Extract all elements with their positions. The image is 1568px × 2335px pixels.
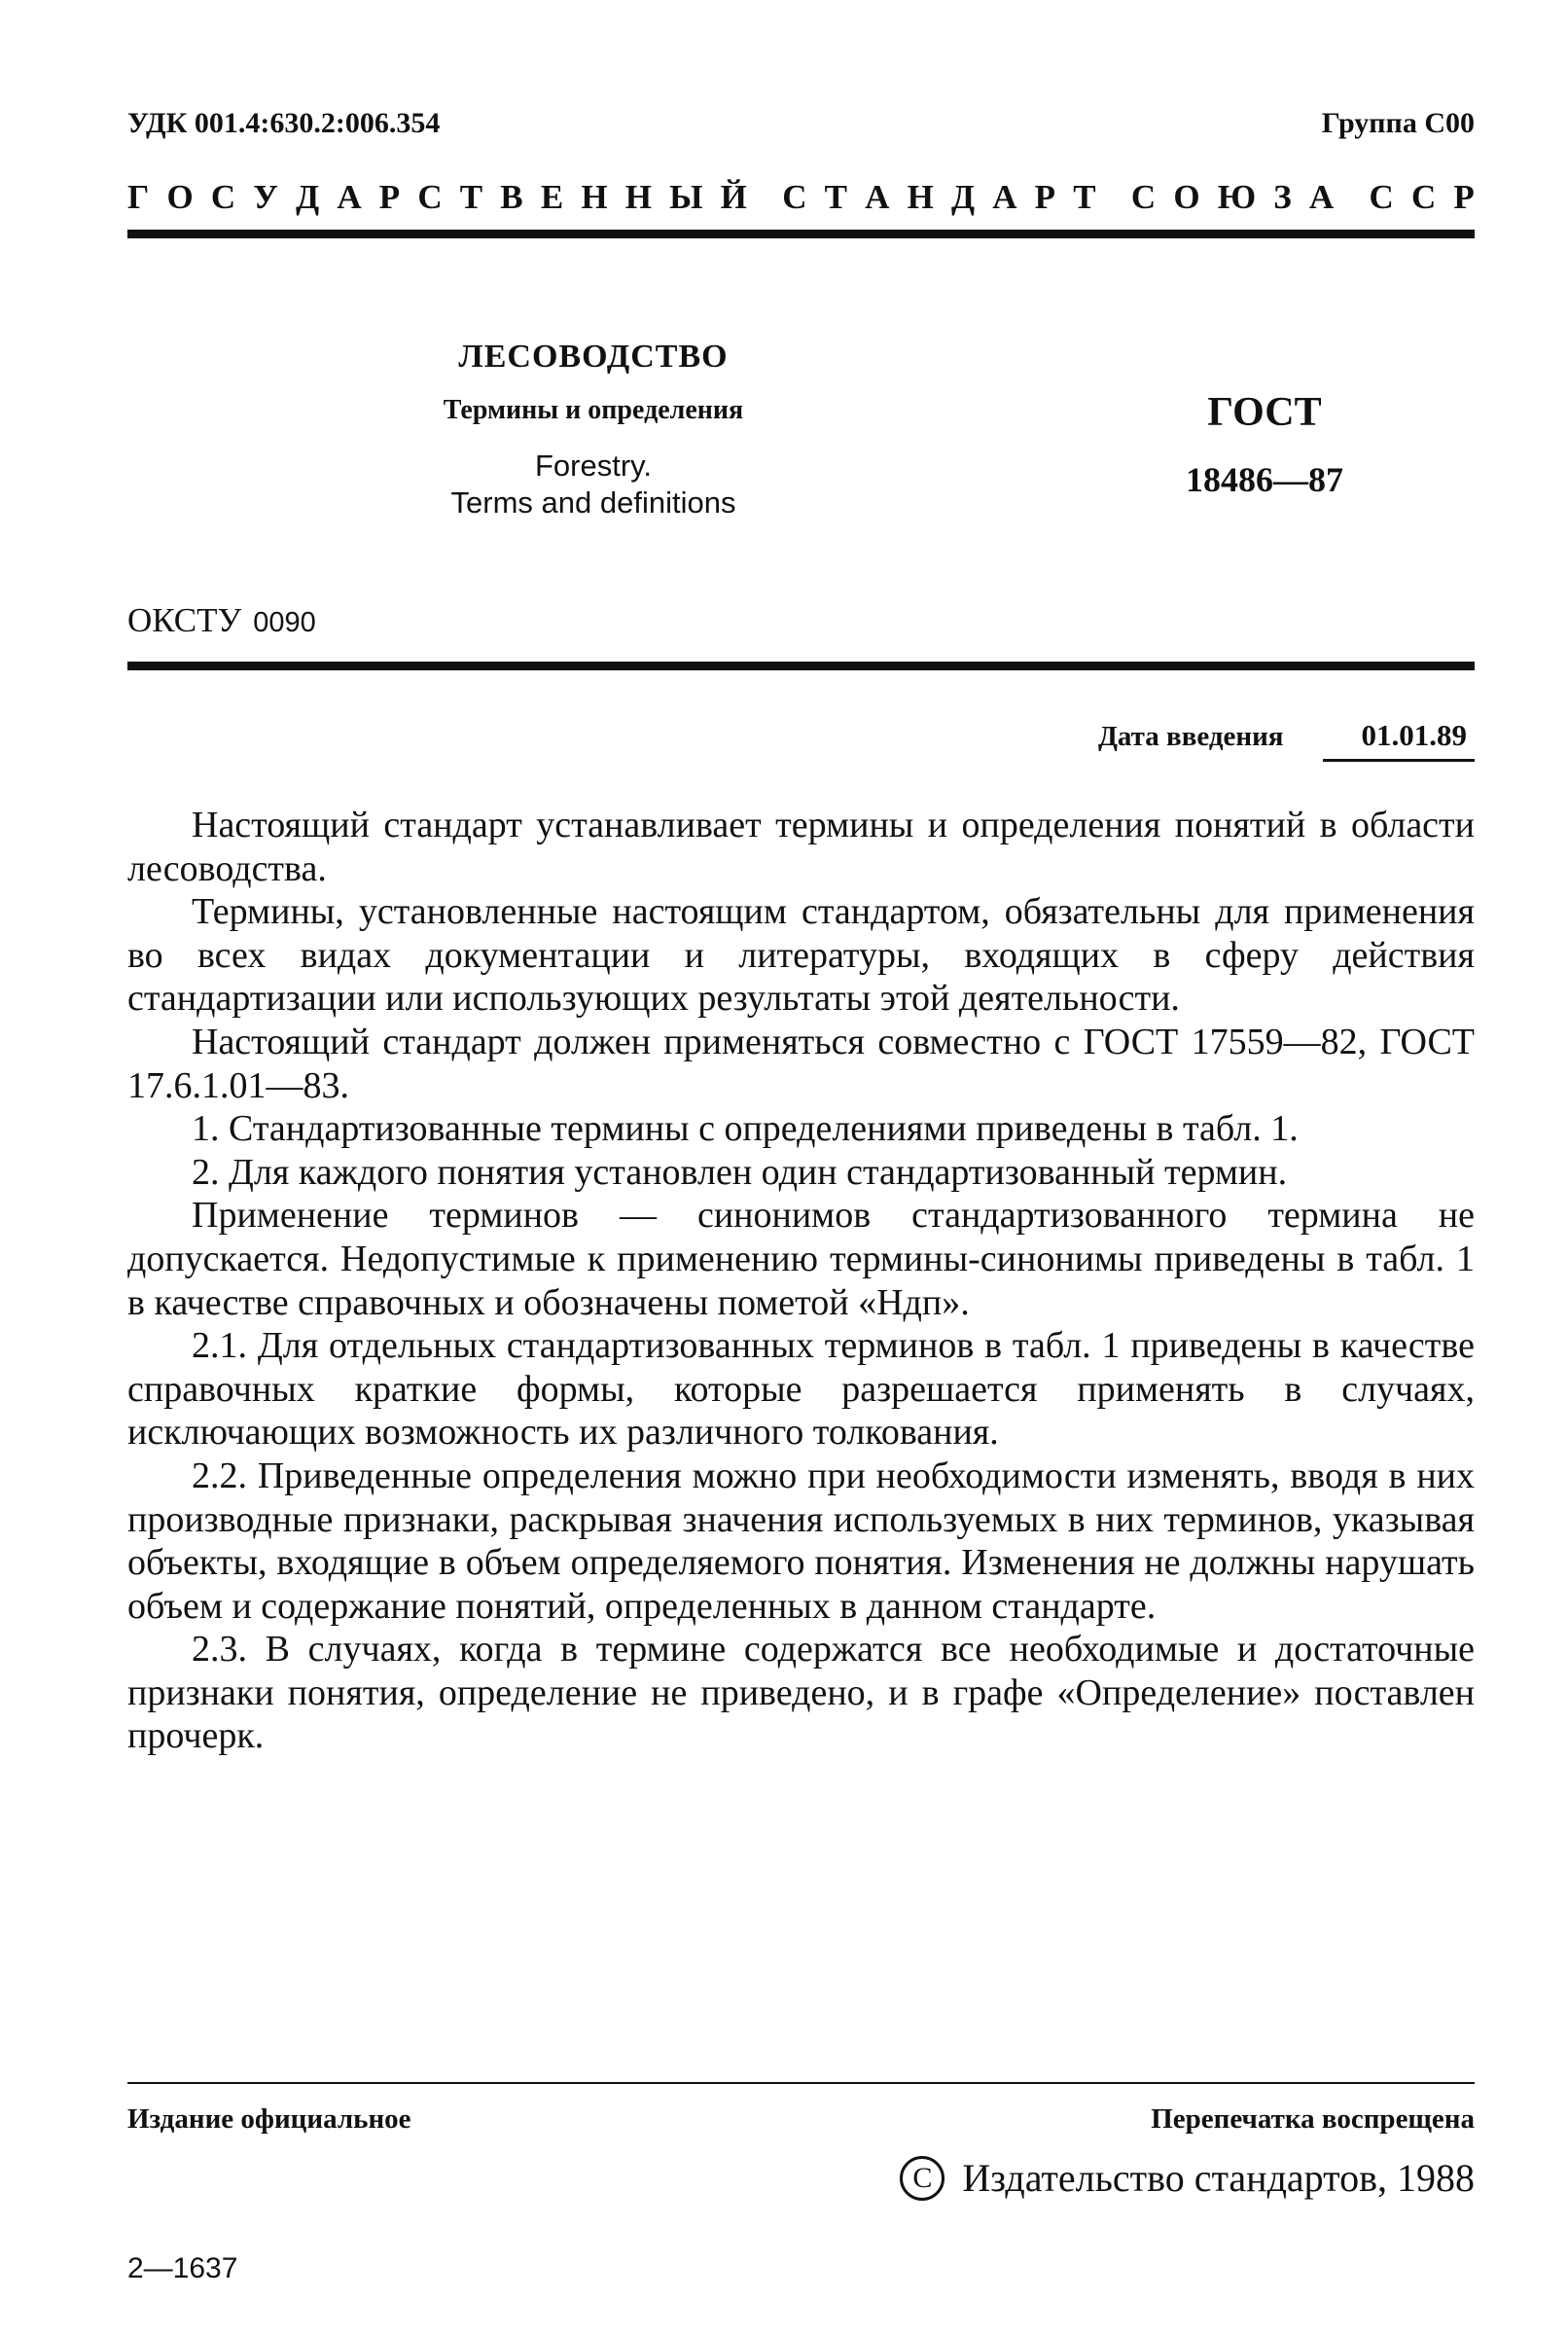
introduction-date [1098,718,1475,762]
oksty-label: ОКСТУ [127,601,242,639]
heading-letter: О [1173,178,1200,216]
state-standard-heading [127,178,1475,217]
heading-letter: А [865,178,890,216]
heading-letter: Д [296,178,320,216]
heading-letter: Н [581,178,608,216]
english-title [370,448,817,521]
print-code: 2—1637 [127,2252,238,2284]
body-text [127,804,1475,1758]
document-subtitle: Термины и определения [443,395,744,425]
gost-number: 18486—87 [1186,460,1343,499]
udk-code: УДК 001.4:630.2:006.354 [127,107,441,139]
date-value: 01.01.89 [1323,718,1476,762]
heading-letter: С [210,178,236,216]
heading-letter: Т [459,178,483,216]
heading-letter: Н [907,178,934,216]
heading-letter: Е [540,178,564,216]
heading-letter: С [1369,178,1394,216]
paragraph: 1. Стандартизованные термины с определениями приведены в табл. 1. [192,1108,1299,1150]
heading-letter: Й [720,178,747,216]
date-label: Дата введения [1097,721,1284,752]
header-divider [127,230,1475,238]
title-block [370,339,817,521]
heading-letter: Р [1453,178,1475,216]
heading-letter: А [1308,178,1335,216]
heading-letter: Р [378,178,401,216]
english-title-line: Terms and definitions [450,485,736,520]
paragraph: Применение терминов — синонимов стандартизованного термина не допускается. Недопустимые к применению термины-синонимы приведены в табл. 1 в качестве справочных и обозначены пометой «Ндп». [127,1195,1475,1323]
heading-letter: Т [824,178,847,216]
english-title-line: Forestry. [535,449,652,483]
heading-letter: Н [624,178,652,216]
reprint-prohibited-label: Перепечатка воспрещена [1151,2103,1475,2135]
footer-divider [127,2082,1475,2084]
heading-letter: С [1130,178,1157,216]
heading-letter: А [337,178,362,216]
paragraph: Термины, установленные настоящим стандартом, обязательны для применения во всех видах документации и литературы, входящих в сферу действия стандартизации или использующих результаты этой деятельности. [127,891,1475,1020]
heading-letter: З [1273,178,1292,216]
heading-letter: В [500,178,523,216]
heading-letter: С [417,178,443,216]
heading-letter: Г [127,178,150,216]
heading-letter: У [253,178,278,216]
gost-block [1109,389,1420,500]
paragraph: 2.2. Приведенные определения можно при необходимости изменять, вводя в них производные признаки, раскрывая значения используемых в них терминов, указывая объекты, входящие в объем определяемого понятия. Изменения не должны нарушать объем и содержание понятий, определенных в данном стандарте. [127,1455,1475,1627]
heading-letter: Р [1034,178,1056,216]
heading-letter: С [782,178,807,216]
paragraph: 2.3. В случаях, когда в термине содержатся все необходимые и достаточные признаки понятия, определение не приведено, и в графе «Определение» поставлен прочерк. [127,1629,1475,1757]
heading-letter: Д [950,178,976,216]
oksty-code: 0090 [253,607,316,638]
heading-letter: Ю [1217,178,1257,216]
group-code: Группа С00 [1321,107,1475,139]
paragraph: Настоящий стандарт устанавливает термины и определения понятий в области лесоводства. [127,805,1475,889]
document-title: ЛЕСОВОДСТВО [458,339,729,375]
publisher-name: Издательство стандартов, 1988 [962,2156,1475,2200]
paragraph: 2. Для каждого понятия установлен один стандартизованный термин. [192,1151,1288,1193]
copyright-icon: C [900,2156,944,2201]
paragraph: 2.1. Для отдельных стандартизованных терминов в табл. 1 приведены в качестве справочных краткие формы, которые разрешается применять в случаях, исключающих возможность их различного толкования. [127,1325,1475,1454]
oksty-line [127,601,316,640]
heading-letter: С [1410,178,1437,216]
heading-letter: А [992,178,1017,216]
gost-label: ГОСТ [1207,390,1322,435]
paragraph: Настоящий стандарт должен применяться совместно с ГОСТ 17559—82, ГОСТ 17.6.1.01—83. [127,1021,1475,1106]
heading-letter: Т [1073,178,1096,216]
section-divider [127,662,1475,670]
official-edition-label: Издание официальное [127,2103,411,2135]
heading-letter: Ы [669,178,703,216]
publisher-line [900,2155,1475,2201]
heading-letter: О [166,178,194,216]
